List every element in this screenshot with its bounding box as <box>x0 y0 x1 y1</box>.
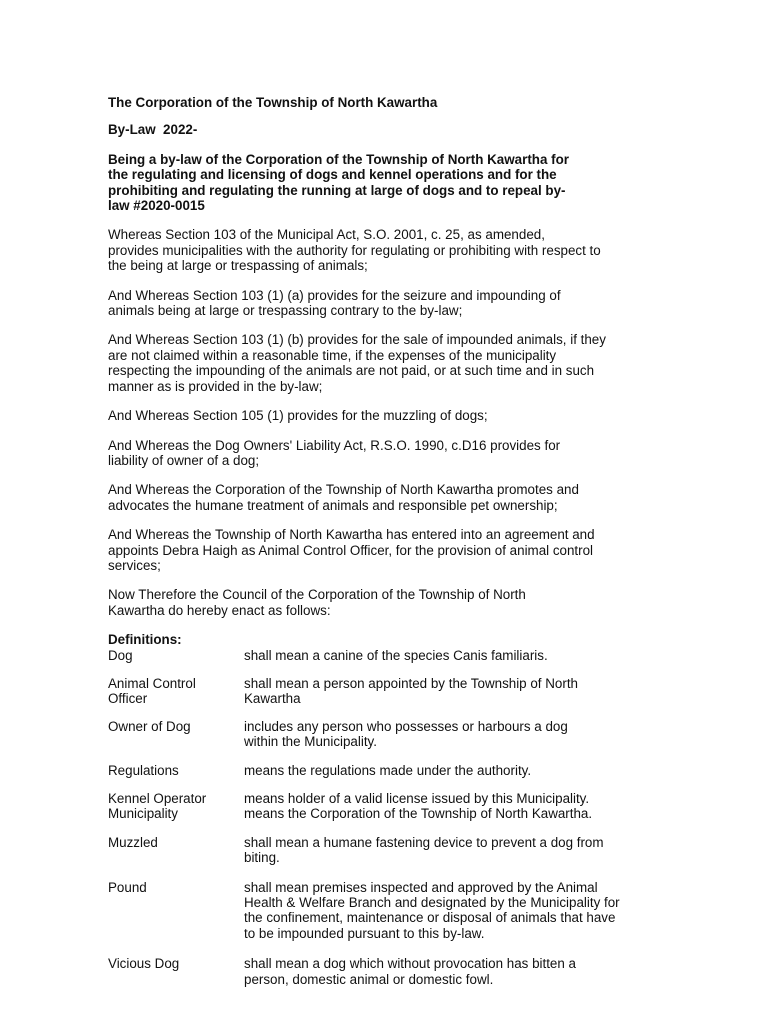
term-line: Owner of Dog <box>108 718 191 734</box>
definition-meaning <box>244 763 708 778</box>
definition-meaning <box>244 880 708 942</box>
definition-row <box>108 676 708 707</box>
paragraph-line: And Whereas the Corporation of the Township of North Kawartha promotes and <box>108 482 579 498</box>
document-title: The Corporation of the Township of North Kawartha <box>108 95 438 110</box>
meaning-line: shall mean a canine of the species Canis familiaris. <box>244 647 548 663</box>
paragraph-line: And Whereas Section 105 (1) provides for the muzzling of dogs; <box>108 408 488 424</box>
subject-line: the regulating and licensing of dogs and kennel operations and for the <box>108 167 557 183</box>
paragraph-line: services; <box>108 557 161 573</box>
meaning-line: shall mean a person appointed by the Township of North <box>244 675 578 691</box>
paragraph-line: Now Therefore the Council of the Corporation of the Township of North <box>108 587 526 603</box>
definition-term <box>108 648 244 663</box>
definition-row <box>108 791 708 822</box>
paragraph-line: are not claimed within a reasonable time, if the expenses of the municipality <box>108 347 557 363</box>
meaning-line: person, domestic animal or domestic fowl. <box>244 971 494 987</box>
definition-row <box>108 763 708 778</box>
definition-term <box>108 791 244 822</box>
term-line: Kennel Operator <box>108 791 207 806</box>
whereas-paragraph <box>108 527 708 573</box>
whereas-paragraph <box>108 408 708 423</box>
paragraph-line: And Whereas Section 103 (1) (a) provides for the seizure and impounding of <box>108 287 561 303</box>
term-line: Dog <box>108 647 133 663</box>
whereas-paragraph <box>108 438 708 469</box>
definition-term <box>108 835 244 866</box>
term-line: Officer <box>108 691 148 707</box>
definition-row <box>108 880 708 942</box>
meaning-line: the confinement, maintenance or disposal of animals that have <box>244 910 616 926</box>
meaning-line: Kawartha <box>244 691 301 707</box>
meaning-line: means the regulations made under the authority. <box>244 762 532 778</box>
meaning-line: means holder of a valid license issued by this Municipality. <box>244 791 590 806</box>
meaning-line: within the Municipality. <box>244 734 377 750</box>
definitions-heading: Definitions: <box>108 632 182 648</box>
term-line: Animal Control <box>108 675 196 691</box>
definition-term <box>108 719 244 750</box>
bylaw-number: By-Law 2022- <box>108 122 198 138</box>
definition-meaning <box>244 835 708 866</box>
meaning-line: shall mean premises inspected and approved by the Animal <box>244 879 598 895</box>
whereas-paragraph <box>108 482 708 513</box>
whereas-paragraph <box>108 332 708 394</box>
paragraph-line: provides municipalities with the authority for regulating or prohibiting with respect to <box>108 242 601 258</box>
paragraph-line: respecting the impounding of the animals are not paid, or at such time and in such <box>108 363 595 379</box>
definition-meaning <box>244 719 708 750</box>
whereas-paragraph <box>108 227 708 273</box>
term-line: Pound <box>108 879 147 895</box>
paragraph-line: And Whereas the Dog Owners' Liability Act, R.S.O. 1990, c.D16 provides for <box>108 437 561 453</box>
meaning-line: to be impounded pursuant to this by-law. <box>244 925 485 941</box>
definition-term <box>108 880 244 942</box>
term-line: Muzzled <box>108 834 158 850</box>
paragraph-line: liability of owner of a dog; <box>108 452 260 468</box>
meaning-line: biting. <box>244 850 280 866</box>
meaning-line: Health & Welfare Branch and designated by the Municipality for <box>244 895 620 911</box>
term-line: Vicious Dog <box>108 956 180 972</box>
definition-meaning <box>244 648 708 663</box>
paragraph-line: And Whereas Section 103 (1) (b) provides for the sale of impounded animals, if they <box>108 332 606 348</box>
definition-meaning <box>244 956 708 987</box>
meaning-line: shall mean a humane fastening device to prevent a dog from <box>244 834 604 850</box>
term-line: Regulations <box>108 762 179 778</box>
definition-row <box>108 835 708 866</box>
term-line: Municipality <box>108 806 178 822</box>
definition-row <box>108 719 708 750</box>
subject-line: Being a by-law of the Corporation of the Township of North Kawartha for <box>108 151 569 167</box>
paragraph-line: Whereas Section 103 of the Municipal Act, S.O. 2001, c. 25, as amended, <box>108 227 545 243</box>
definition-term <box>108 956 244 987</box>
subject-line: law #2020-0015 <box>108 198 205 214</box>
paragraph-line: advocates the humane treatment of animals and responsible pet ownership; <box>108 497 558 513</box>
paragraph-line: Kawartha do hereby enact as follows: <box>108 602 331 618</box>
paragraph-line: appoints Debra Haigh as Animal Control Officer, for the provision of animal control <box>108 542 594 558</box>
document-page <box>108 95 708 987</box>
whereas-paragraph <box>108 288 708 319</box>
meaning-line: includes any person who possesses or harbours a dog <box>244 718 568 734</box>
bylaw-subject <box>108 152 708 214</box>
paragraph-line: And Whereas the Township of North Kawartha has entered into an agreement and <box>108 527 595 543</box>
meaning-line: means the Corporation of the Township of North Kawartha. <box>244 806 593 822</box>
definition-meaning <box>244 676 708 707</box>
definition-term <box>108 676 244 707</box>
enactment-paragraph <box>108 587 708 618</box>
paragraph-line: the being at large or trespassing of animals; <box>108 258 368 274</box>
definition-meaning <box>244 791 708 822</box>
subject-line: prohibiting and regulating the running at large of dogs and to repeal by- <box>108 182 566 198</box>
definition-row <box>108 648 708 663</box>
definition-row <box>108 956 708 987</box>
paragraph-line: manner as is provided in the by-law; <box>108 378 323 394</box>
meaning-line: shall mean a dog which without provocation has bitten a <box>244 956 576 972</box>
paragraph-line: animals being at large or trespassing contrary to the by-law; <box>108 303 463 319</box>
definition-term <box>108 763 244 778</box>
